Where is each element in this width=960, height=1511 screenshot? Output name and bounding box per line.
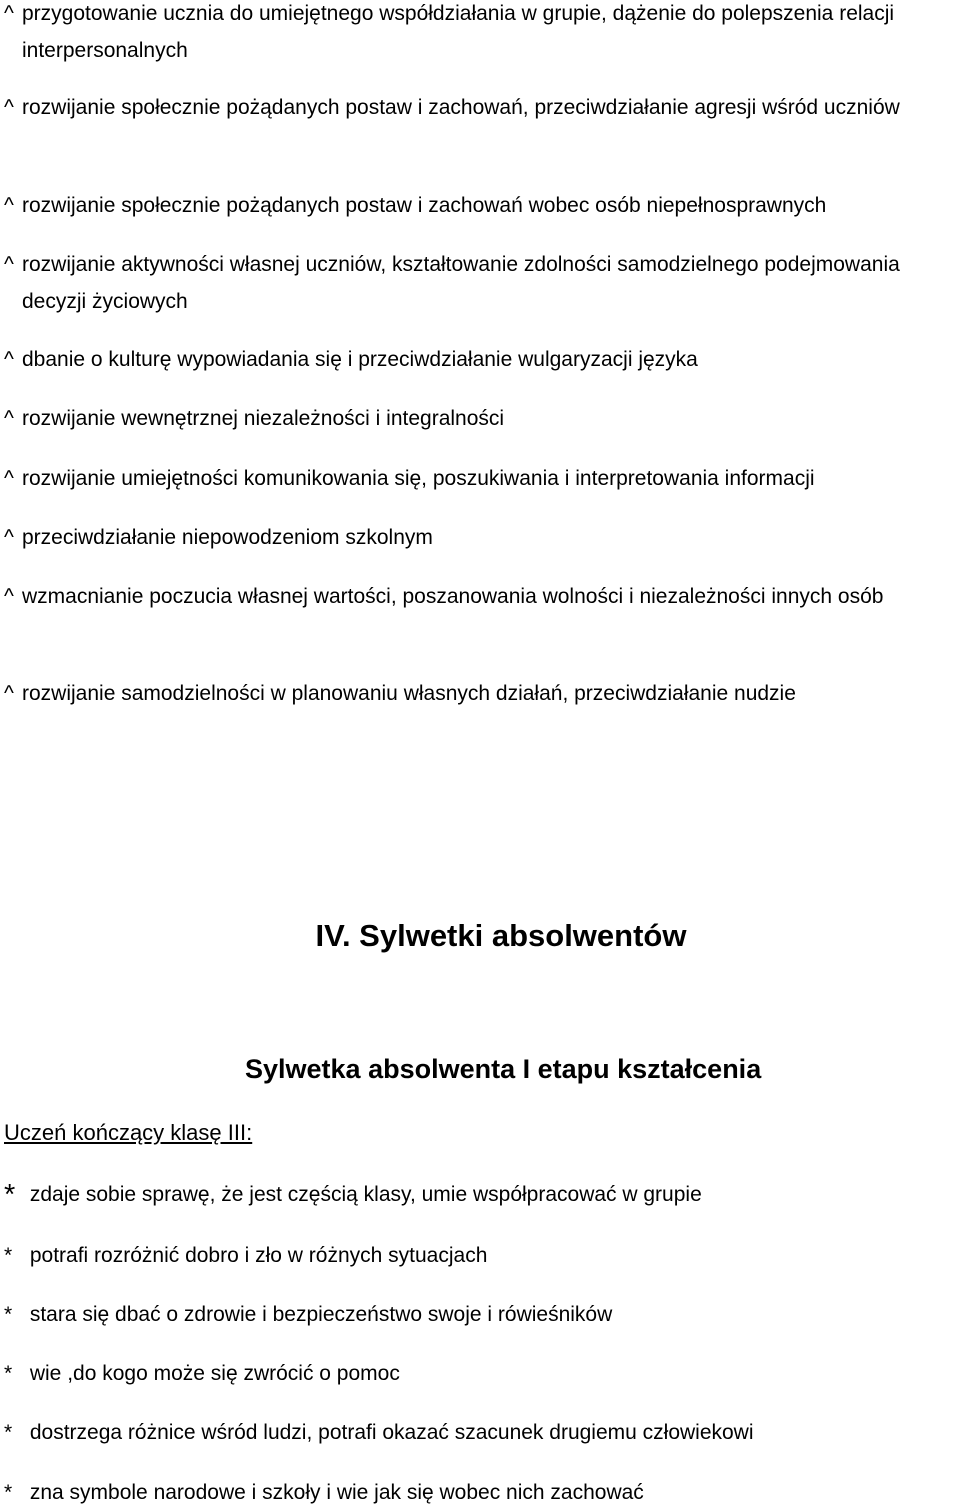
subsection-heading: Sylwetka absolwenta I etapu kształcenia: [245, 1054, 762, 1084]
trait-item: [4, 1474, 959, 1511]
goal-text: rozwijanie aktywności własnej uczniów, kształtowanie zdolności samodzielnego podejmowania decyzji życiowych: [22, 253, 900, 313]
goal-item: [4, 341, 959, 378]
caret-marker: ^: [4, 407, 14, 430]
goal-item: [4, 187, 959, 224]
trait-item: [4, 1355, 959, 1392]
goal-text: wzmacnianie poczucia własnej wartości, poszanowania wolności i niezależności innych osób: [22, 585, 884, 608]
goal-text: rozwijanie wewnętrznej niezależności i integralności: [22, 407, 505, 430]
caret-marker: ^: [4, 682, 14, 705]
asterisk-marker: *: [4, 1481, 13, 1504]
trait-item: [4, 1414, 959, 1451]
goal-item: [4, 246, 959, 320]
asterisk-marker: *: [4, 1179, 16, 1211]
asterisk-marker: *: [4, 1244, 13, 1267]
caret-marker: ^: [4, 253, 14, 276]
student-label: Uczeń kończący klasę III:: [4, 1120, 253, 1145]
goal-item: [4, 400, 959, 437]
trait-text: stara się dbać o zdrowie i bezpieczeństwo swoje i rówieśników: [29, 1303, 613, 1326]
caret-marker: ^: [4, 96, 14, 119]
goal-item: [4, 89, 959, 126]
caret-marker: ^: [4, 585, 14, 608]
trait-text: potrafi rozróżnić dobro i zło w różnych sytuacjach: [29, 1244, 488, 1267]
trait-item: [4, 1237, 959, 1274]
trait-text: wie ,do kogo może się zwrócić o pomoc: [29, 1362, 400, 1385]
trait-text: dostrzega różnice wśród ludzi, potrafi okazać szacunek drugiemu człowiekowi: [29, 1421, 754, 1444]
caret-marker: ^: [4, 467, 14, 490]
asterisk-marker: *: [4, 1303, 13, 1326]
goal-text: przeciwdziałanie niepowodzeniom szkolnym: [22, 526, 433, 549]
goal-text: rozwijanie społecznie pożądanych postaw i zachowań, przeciwdziałanie agresji wśród uczniów: [22, 96, 900, 119]
goal-item: [4, 578, 959, 615]
trait-text: zna symbole narodowe i szkoły i wie jak się wobec nich zachować: [29, 1481, 644, 1504]
goal-item: [4, 675, 959, 712]
goal-text: dbanie o kulturę wypowiadania się i przeciwdziałanie wulgaryzacji języka: [22, 348, 698, 371]
caret-marker: ^: [4, 348, 14, 371]
trait-item: [4, 1176, 959, 1214]
asterisk-marker: *: [4, 1362, 13, 1385]
caret-marker: ^: [4, 2, 14, 25]
goal-text: rozwijanie samodzielności w planowaniu własnych działań, przeciwdziałanie nudzie: [22, 682, 796, 705]
trait-item: [4, 1296, 959, 1333]
goal-item: [4, 0, 959, 69]
caret-marker: ^: [4, 194, 14, 217]
asterisk-marker: *: [4, 1421, 13, 1444]
goal-text: rozwijanie umiejętności komunikowania się, poszukiwania i interpretowania informacji: [22, 467, 815, 490]
trait-text: zdaje sobie sprawę, że jest częścią klasy, umie współpracować w grupie: [29, 1183, 702, 1206]
section-heading: IV. Sylwetki absolwentów: [315, 918, 687, 953]
goal-item: [4, 519, 959, 556]
goal-text: przygotowanie ucznia do umiejętnego współdziałania w grupie, dążenie do polepszenia relacji interpersonalnych: [22, 2, 895, 62]
caret-marker: ^: [4, 526, 14, 549]
goal-item: [4, 460, 959, 497]
goal-text: rozwijanie społecznie pożądanych postaw i zachowań wobec osób niepełnosprawnych: [22, 194, 827, 217]
